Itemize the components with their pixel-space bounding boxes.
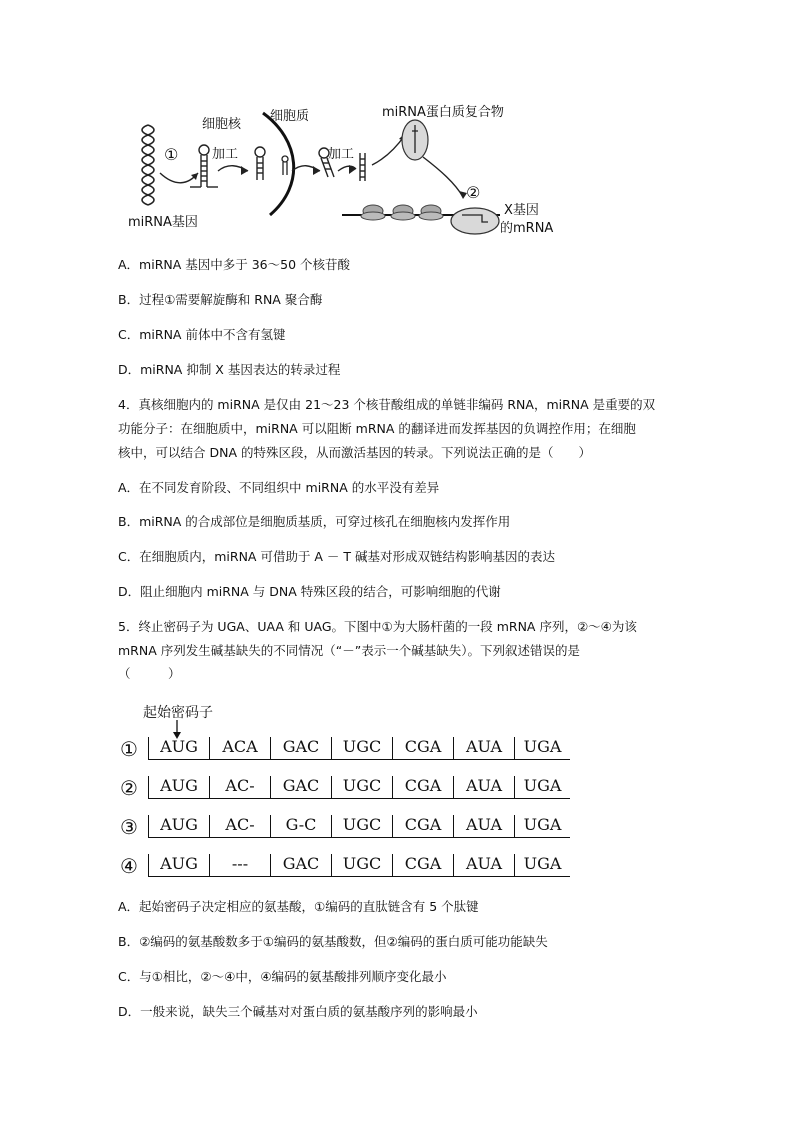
label-x-gene-2: 的mRNA: [500, 221, 554, 236]
q3-option-a: A．miRNA 基因中多于 36～50 个核苷酸: [118, 257, 351, 272]
ribosome-icon: [361, 205, 443, 220]
codon-cell: AC-: [210, 815, 271, 837]
q4-option-c: C．在细胞质内，miRNA 可借助于 A － T 碱基对形成双链结构影响基因的表达: [118, 549, 556, 564]
label-step2: ②: [466, 183, 481, 202]
codon-cell: UGC: [332, 776, 393, 798]
q5-option-b: B．②编码的氨基酸数多于①编码的氨基酸数，但②编码的蛋白质可能功能缺失: [118, 934, 548, 949]
codon-cell: UGA: [523, 737, 562, 756]
q5-stem-line-3: （ ）: [118, 666, 181, 681]
codon-cell: UGA: [523, 815, 562, 834]
row-number: ②: [120, 776, 138, 800]
codon-cell: AUA: [454, 776, 515, 798]
q4-option-a: A．在不同发育阶段、不同组织中 miRNA 的水平没有差异: [118, 480, 440, 495]
q5-option-c: C．与①相比，②～④中，④编码的氨基酸排列顺序变化最小: [118, 969, 447, 984]
q3-option-c: C．miRNA 前体中不含有氢键: [118, 327, 286, 342]
codon-row-1: [120, 736, 570, 760]
codon-cell: UGA: [523, 776, 562, 795]
codon-cell: CGA: [393, 854, 454, 876]
codon-row-3: [120, 814, 570, 838]
codon-cell: GAC: [271, 776, 332, 798]
codon-cell: UGC: [332, 737, 393, 759]
codon-cell: UGA: [523, 854, 562, 873]
label-process2: 加工: [328, 147, 355, 162]
q4-stem-line-2: 功能分子：在细胞质中，miRNA 可以阻断 mRNA 的翻译进而发挥基因的负调控作用；在细胞: [118, 421, 636, 436]
label-mirna-gene: miRNA基因: [128, 215, 198, 230]
codon-cell: AUA: [454, 854, 515, 876]
q4-stem-line-1: 4．真核细胞内的 miRNA 是仅由 21～23 个核苷酸组成的单链非编码 RNA，miRNA 是重要的双: [118, 397, 656, 412]
codon-cell: UGC: [332, 854, 393, 876]
codon-row-2: [120, 775, 570, 799]
codon-cell: CGA: [393, 776, 454, 798]
mirna-duplex-icon: [360, 153, 365, 181]
codon-cell: CGA: [393, 737, 454, 759]
complex-bound-mrna-icon: [451, 208, 499, 234]
codon-cell: ---: [210, 854, 271, 876]
codon-cell: AUG: [149, 776, 210, 798]
pre-mirna-icon: [255, 147, 265, 180]
mirna-process-figure: [120, 95, 580, 245]
codon-cell: AC-: [210, 776, 271, 798]
codon-cell: AUG: [149, 815, 210, 837]
nuclear-membrane-icon: [263, 113, 294, 215]
label-x-gene-1: X基因: [504, 203, 539, 218]
label-cytoplasm: 细胞质: [270, 109, 310, 124]
label-nucleus: 细胞核: [202, 117, 242, 132]
codon-cell: AUG: [149, 854, 210, 876]
codon-cell: GAC: [271, 854, 332, 876]
label-step1: ①: [164, 145, 179, 164]
row-number: ③: [120, 815, 138, 839]
q4-option-d: D．阻止细胞内 miRNA 与 DNA 特殊区段的结合，可影响细胞的代谢: [118, 584, 501, 599]
q4-option-b: B．miRNA 的合成部位是细胞质基质，可穿过核孔在细胞核内发挥作用: [118, 514, 511, 529]
q5-option-a: A．起始密码子决定相应的氨基酸，①编码的直肽链含有 5 个肽键: [118, 899, 479, 914]
q5-stem-line-1: 5．终止密码子为 UGA、UAA 和 UAG。下图中①为大肠杆菌的一段 mRNA 序列，②～④为该: [118, 619, 637, 634]
row-number: ④: [120, 854, 138, 878]
q5-option-d: D．一般来说，缺失三个碱基对对蛋白质的氨基酸序列的影响最小: [118, 1004, 478, 1019]
q5-stem-line-2: mRNA 序列发生碱基缺失的不同情况（“－”表示一个碱基缺失）。下列叙述错误的是: [118, 643, 580, 658]
codon-cell: AUA: [454, 815, 515, 837]
q3-option-d: D．miRNA 抑制 X 基因表达的转录过程: [118, 362, 341, 377]
codon-cell: AUA: [454, 737, 515, 759]
q3-option-b: B．过程①需要解旋酶和 RNA 聚合酶: [118, 292, 323, 307]
codon-cell: CGA: [393, 815, 454, 837]
label-complex: miRNA蛋白质复合物: [382, 105, 504, 120]
codon-cell: UGC: [332, 815, 393, 837]
q4-stem-line-3: 核中，可以结合 DNA 的特殊区段，从而激活基因的转录。下列说法正确的是（ ）: [118, 445, 591, 460]
label-process1: 加工: [212, 147, 239, 162]
row-number: ①: [120, 737, 138, 761]
dna-helix-icon: [142, 125, 154, 205]
start-codon-label: 起始密码子: [143, 705, 213, 721]
codon-row-4: [120, 853, 570, 877]
codon-cell: AUG: [149, 737, 210, 759]
codon-cell: GAC: [271, 737, 332, 759]
codon-cell: ACA: [210, 737, 271, 759]
codon-cell: G-C: [271, 815, 332, 837]
mirna-protein-complex-icon: [402, 120, 428, 160]
